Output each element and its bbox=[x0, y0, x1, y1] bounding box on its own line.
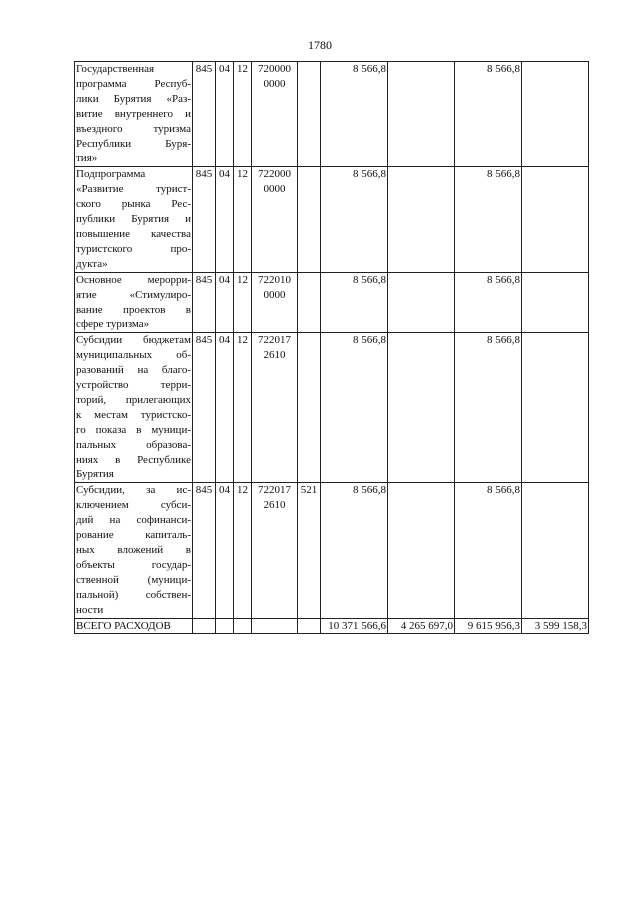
cell-sum-s1: 8 566,8 bbox=[321, 333, 388, 483]
row-description bbox=[75, 167, 193, 272]
cell-sum-s3: 8 566,8 bbox=[455, 483, 522, 618]
description-line: тия» bbox=[76, 152, 98, 165]
cell-vr: 521 bbox=[298, 483, 321, 618]
cell-sum-s2 bbox=[388, 62, 455, 167]
table-row bbox=[75, 272, 589, 333]
cell-pr: 12 bbox=[234, 483, 252, 618]
row-description bbox=[75, 483, 193, 618]
description-line: въездного туризма bbox=[76, 122, 191, 135]
cell-pr: 12 bbox=[234, 167, 252, 272]
cell-sum-s3: 8 566,8 bbox=[455, 167, 522, 272]
cell-sum-s4 bbox=[522, 483, 589, 618]
page-number: 1780 bbox=[308, 38, 332, 52]
cell-gr: 845 bbox=[193, 483, 216, 618]
description-line: Бурятия bbox=[76, 468, 114, 481]
description-line: объекты государ- bbox=[76, 558, 191, 571]
description-line: повышение качества bbox=[76, 227, 191, 240]
description-line: Субсидии бюджетам bbox=[76, 334, 191, 347]
cell-sum-s3: 8 566,8 bbox=[455, 272, 522, 333]
description-line: к местам туристско- bbox=[76, 408, 191, 421]
cell-csr bbox=[252, 167, 298, 272]
description-line: го показа в муници- bbox=[76, 423, 191, 436]
total-empty-rz bbox=[216, 618, 234, 634]
row-description bbox=[75, 62, 193, 167]
total-sum-s4: 3 599 158,3 bbox=[522, 618, 589, 634]
description-line: «Развитие турист- bbox=[76, 183, 191, 196]
description-line: лики Бурятия «Раз- bbox=[76, 92, 191, 105]
cell-rz: 04 bbox=[216, 483, 234, 618]
cell-csr bbox=[252, 272, 298, 333]
cell-pr: 12 bbox=[234, 62, 252, 167]
description-line: программа Респуб- bbox=[76, 77, 191, 90]
cell-sum-s2 bbox=[388, 333, 455, 483]
cell-vr bbox=[298, 62, 321, 167]
description-line: сфере туризма» bbox=[76, 318, 150, 331]
cell-gr: 845 bbox=[193, 167, 216, 272]
cell-pr: 12 bbox=[234, 272, 252, 333]
description-line: публики Бурятия и bbox=[76, 213, 191, 226]
total-sum-s1: 10 371 566,6 bbox=[321, 618, 388, 634]
csr-part: 720000 bbox=[258, 63, 291, 75]
description-line: торий, прилегающих bbox=[76, 393, 191, 406]
description-line: туристского про- bbox=[76, 242, 191, 255]
description-line: пальной) собствен- bbox=[76, 588, 191, 601]
cell-sum-s3: 8 566,8 bbox=[455, 62, 522, 167]
csr-part: 722000 bbox=[258, 168, 291, 181]
description-line: ключением субси- bbox=[76, 499, 191, 512]
csr-part: 0000 bbox=[263, 183, 286, 196]
cell-sum-s2 bbox=[388, 483, 455, 618]
table-row bbox=[75, 483, 589, 618]
total-sum-s3: 9 615 956,3 bbox=[455, 618, 522, 634]
total-empty-gr bbox=[193, 618, 216, 634]
description-line: витие внутреннего и bbox=[76, 107, 191, 120]
cell-sum-s2 bbox=[388, 272, 455, 333]
cell-sum-s2 bbox=[388, 167, 455, 272]
description-line: ных вложений в bbox=[76, 544, 191, 556]
description-line: Основное мероpри- bbox=[76, 273, 191, 286]
csr-part: 2610 bbox=[263, 499, 286, 512]
cell-csr bbox=[252, 62, 298, 167]
csr-part: 2610 bbox=[263, 349, 286, 362]
description-line: пальных образова- bbox=[76, 438, 191, 451]
description-line: Государственная bbox=[76, 63, 155, 75]
cell-rz: 04 bbox=[216, 333, 234, 483]
cell-pr: 12 bbox=[234, 333, 252, 483]
description-line: дий на софинанси- bbox=[76, 514, 191, 527]
total-empty-pr bbox=[234, 618, 252, 634]
description-line: ятие «Стимулиро- bbox=[76, 288, 191, 301]
cell-rz: 04 bbox=[216, 62, 234, 167]
description-line: разований на благо- bbox=[76, 364, 191, 377]
row-description bbox=[75, 272, 193, 333]
cell-csr bbox=[252, 333, 298, 483]
csr-part: 0000 bbox=[263, 77, 286, 90]
cell-gr: 845 bbox=[193, 272, 216, 333]
cell-sum-s4 bbox=[522, 167, 589, 272]
description-line: дукта» bbox=[76, 257, 108, 270]
description-line: Субсидии, за ис- bbox=[76, 484, 191, 497]
total-empty-csr bbox=[252, 618, 298, 634]
cell-sum-s1: 8 566,8 bbox=[321, 62, 388, 167]
total-sum-s2: 4 265 697,0 bbox=[388, 618, 455, 634]
csr-part: 722017 bbox=[258, 484, 291, 497]
table-row bbox=[75, 62, 589, 167]
total-label: ВСЕГО РАСХОДОВ bbox=[75, 618, 193, 634]
cell-sum-s1: 8 566,8 bbox=[321, 272, 388, 333]
cell-vr bbox=[298, 333, 321, 483]
description-line: Подпрограмма bbox=[76, 168, 146, 181]
total-empty-vr bbox=[298, 618, 321, 634]
description-line: муниципальных об- bbox=[76, 349, 191, 362]
cell-rz: 04 bbox=[216, 272, 234, 333]
cell-gr: 845 bbox=[193, 62, 216, 167]
cell-vr bbox=[298, 167, 321, 272]
description-line: Республики Буря- bbox=[76, 137, 191, 150]
csr-part: 722010 bbox=[258, 273, 291, 286]
description-line: ственной (муници- bbox=[76, 573, 191, 586]
cell-csr bbox=[252, 483, 298, 618]
description-line: рование капиталь- bbox=[76, 529, 191, 542]
cell-rz: 04 bbox=[216, 167, 234, 272]
cell-vr bbox=[298, 272, 321, 333]
table-row bbox=[75, 167, 589, 272]
description-line: ского рынка Рес- bbox=[76, 198, 191, 211]
total-row bbox=[75, 618, 589, 634]
cell-sum-s1: 8 566,8 bbox=[321, 483, 388, 618]
description-line: ности bbox=[76, 603, 104, 616]
row-description bbox=[75, 333, 193, 483]
cell-sum-s4 bbox=[522, 62, 589, 167]
csr-part: 0000 bbox=[263, 288, 286, 301]
cell-sum-s4 bbox=[522, 272, 589, 333]
description-line: ниях в Республике bbox=[76, 453, 191, 466]
cell-sum-s4 bbox=[522, 333, 589, 483]
cell-sum-s1: 8 566,8 bbox=[321, 167, 388, 272]
table-row bbox=[75, 333, 589, 483]
csr-part: 722017 bbox=[258, 334, 291, 347]
budget-table bbox=[74, 61, 589, 634]
cell-gr: 845 bbox=[193, 333, 216, 483]
description-line: вание проектов в bbox=[76, 303, 191, 316]
description-line: устройство терри- bbox=[76, 379, 191, 392]
cell-sum-s3: 8 566,8 bbox=[455, 333, 522, 483]
